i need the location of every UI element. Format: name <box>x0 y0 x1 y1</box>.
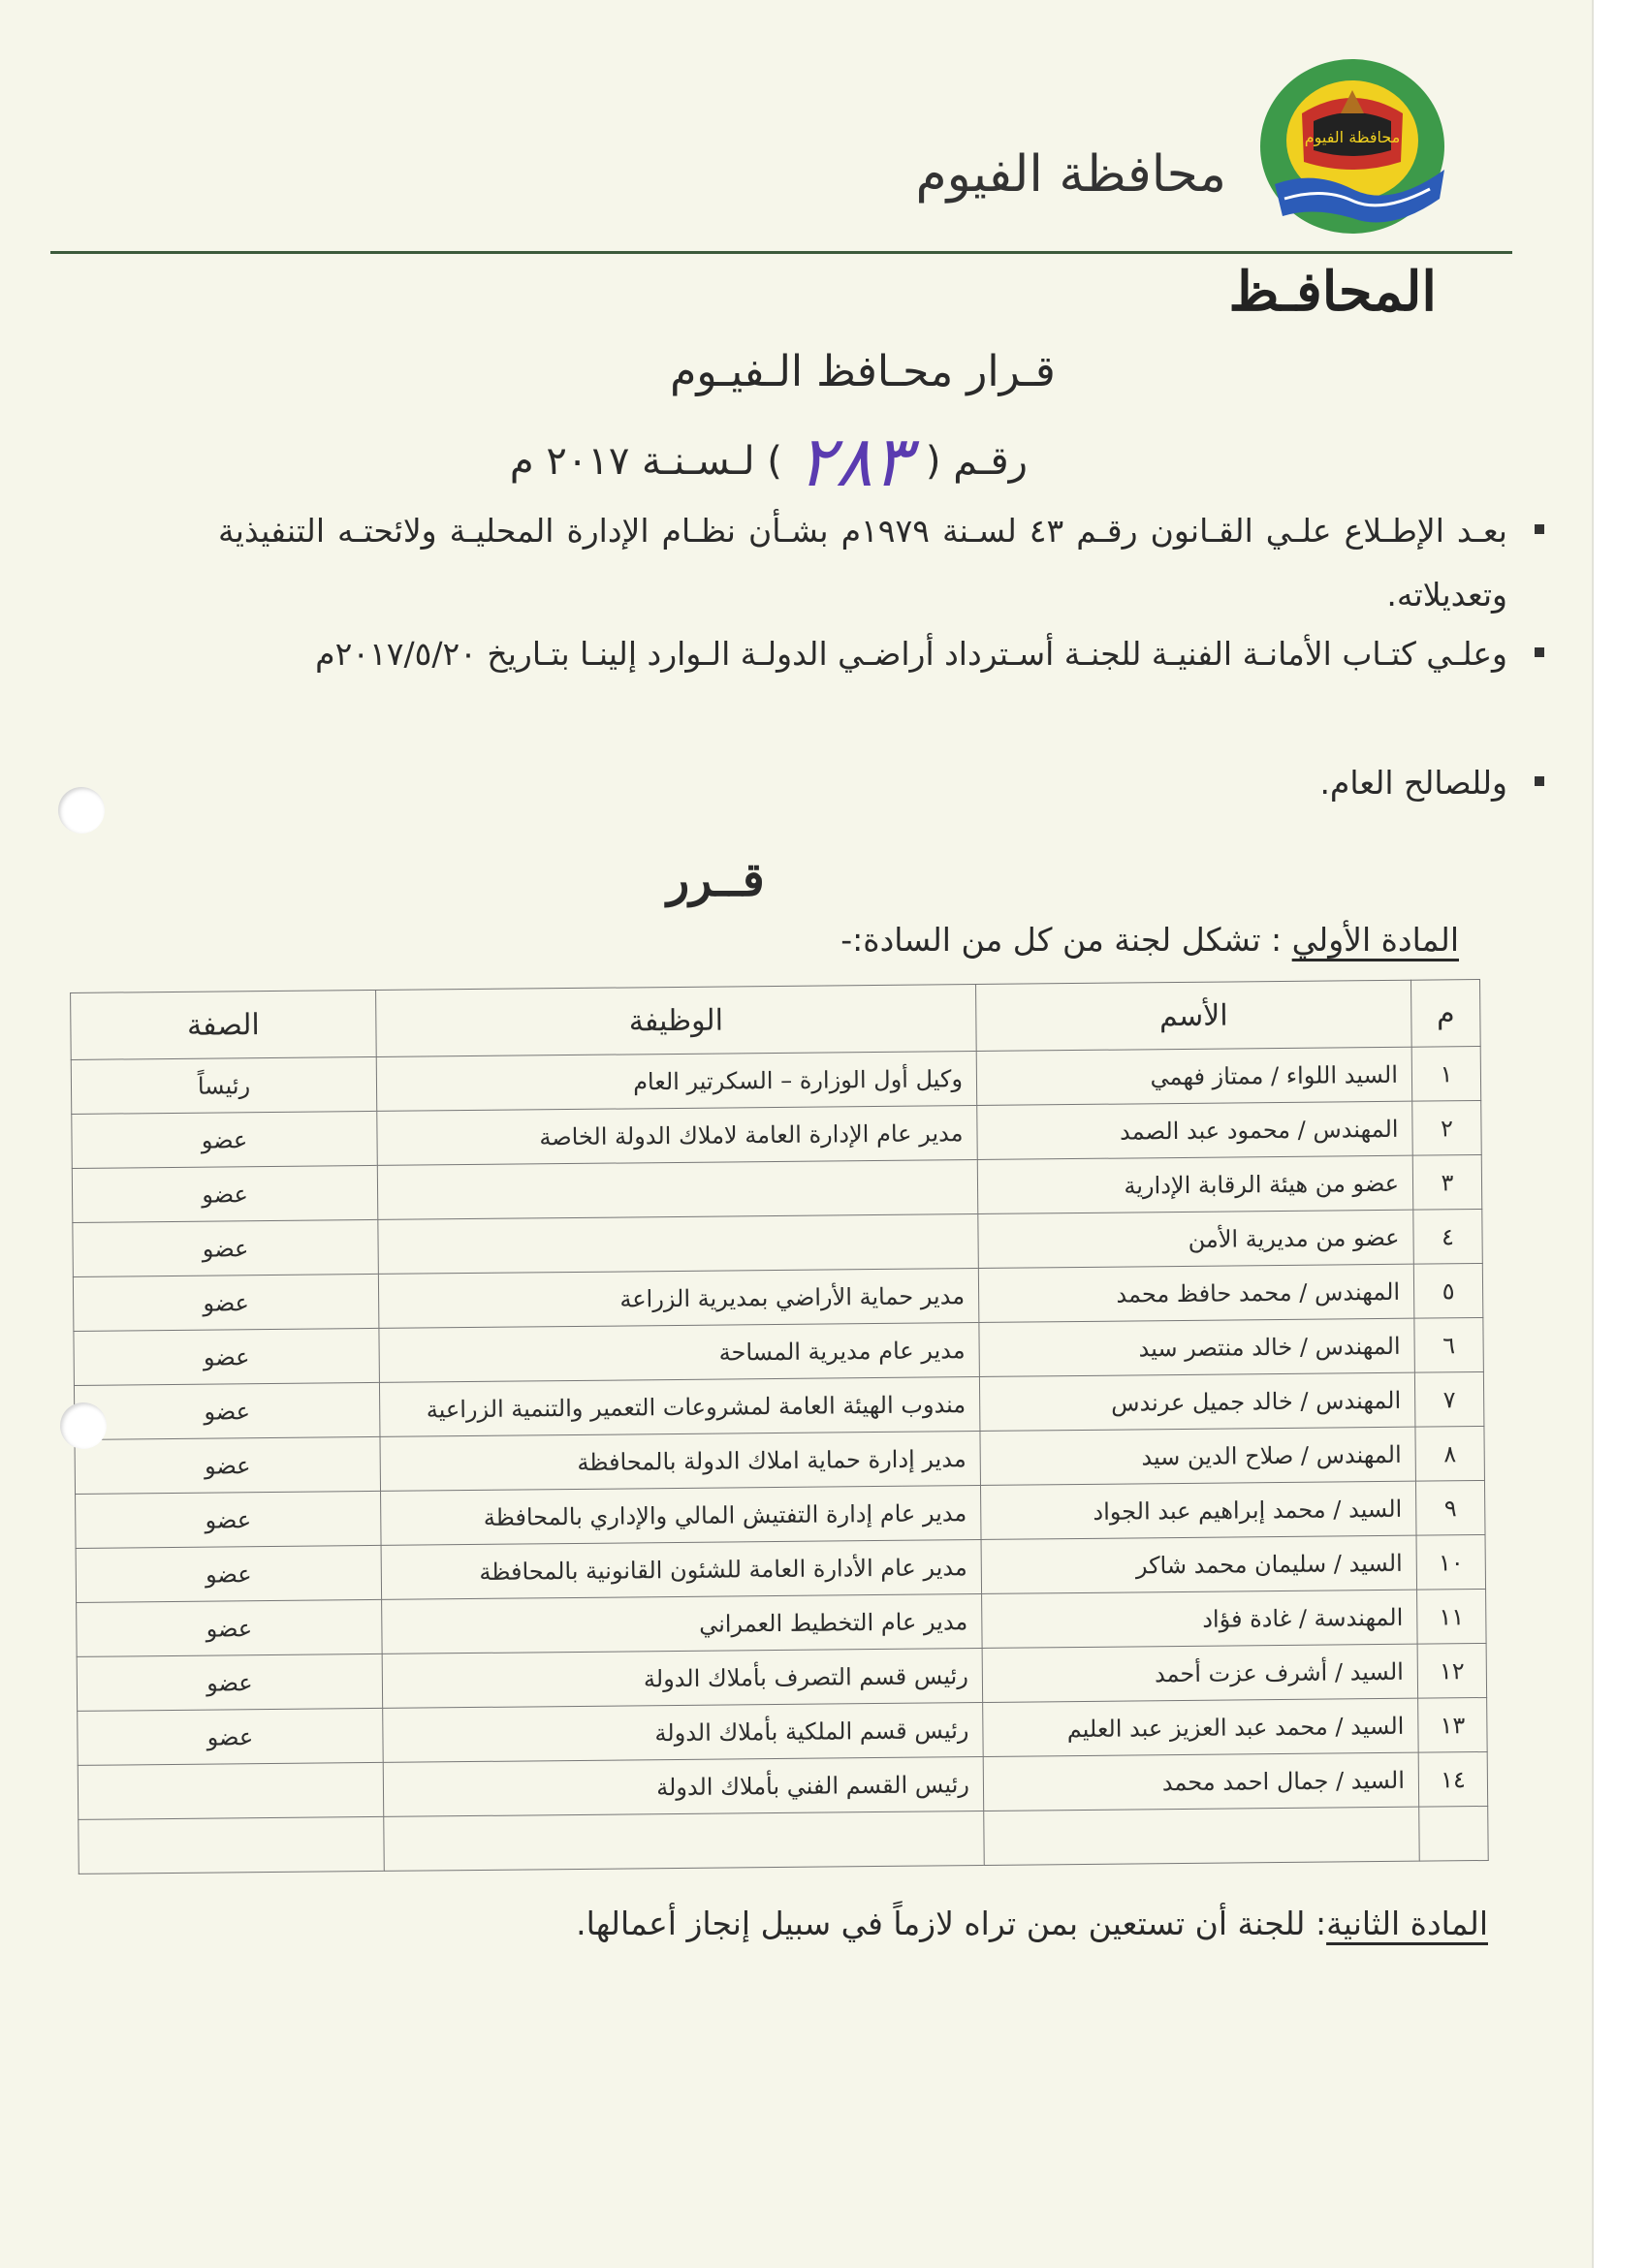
logo-text: محافظة الفيوم <box>1304 128 1401 146</box>
article-two-label: المادة الثانية <box>1326 1905 1488 1942</box>
row-number: ٥ <box>1413 1263 1483 1318</box>
member-job: رئيس القسم الفني بأملاك الدولة <box>383 1756 984 1816</box>
decision-title: قـرار محـافظ الـفيـوم <box>670 347 1056 396</box>
member-job: مدير عام التخطيط العمراني <box>382 1593 983 1654</box>
member-role: عضو <box>74 1328 380 1385</box>
punch-hole <box>60 1402 107 1449</box>
member-job: مدير إدارة حماية املاك الدولة بالمحافظة <box>380 1431 981 1491</box>
member-name: السيد / جمال احمد محمد <box>983 1752 1419 1811</box>
header-name: الأسم <box>976 980 1412 1051</box>
member-name: السيد / محمد عبد العزيز عبد العليم <box>983 1698 1419 1756</box>
office-title: المحافـظ <box>1228 260 1437 324</box>
governorate-name: محافظة الفيوم <box>915 145 1226 204</box>
member-job: مدير عام إدارة التفتيش المالي والإداري بالمحافظة <box>381 1485 982 1545</box>
member-role: عضو <box>77 1599 383 1656</box>
row-number: ١٠ <box>1416 1534 1486 1590</box>
member-role <box>78 1762 384 1819</box>
member-job: مدير عام الإدارة العامة لاملاك الدولة الخاصة <box>377 1105 978 1165</box>
row-number: ١٣ <box>1418 1697 1488 1752</box>
punch-hole <box>58 787 105 834</box>
row-number: ١٢ <box>1417 1643 1487 1698</box>
member-job: رئيس قسم التصرف بأملاك الدولة <box>382 1648 983 1708</box>
member-role: عضو <box>76 1545 382 1602</box>
empty-cell <box>984 1807 1420 1865</box>
handwritten-number: ٢٨٣ <box>797 421 910 502</box>
member-job: مدير حماية الأراضي بمديرية الزراعة <box>378 1268 979 1328</box>
governorate-logo <box>1255 53 1449 237</box>
row-number: ٣ <box>1412 1154 1482 1210</box>
member-name: المهندس / خالد جميل عرندس <box>979 1372 1415 1431</box>
member-name: عضو من هيئة الرقابة الإدارية <box>977 1155 1413 1213</box>
article-one <box>840 921 1459 959</box>
bullet-icon <box>1535 524 1544 534</box>
number-suffix: ) لـسـنـة ٢٠١٧ م <box>509 439 782 484</box>
decision-number-line <box>509 421 1028 502</box>
member-name: المهندس / خالد منتصر سيد <box>979 1318 1415 1376</box>
member-job: مدير عام الأدارة العامة للشئون القانونية بالمحافظة <box>381 1539 982 1599</box>
member-name: المهندس / صلاح الدين سيد <box>980 1427 1416 1485</box>
member-role: عضو <box>75 1436 381 1494</box>
header-job: الوظيفة <box>376 984 977 1056</box>
member-name: المهندس / محمد حافظ محمد <box>978 1264 1414 1322</box>
header-num: م <box>1411 980 1481 1048</box>
row-number: ١١ <box>1417 1589 1487 1644</box>
empty-cell <box>1419 1806 1489 1861</box>
decide-heading: قــرر <box>667 853 765 907</box>
member-job: وكيل أول الوزارة – السكرتير العام <box>376 1051 977 1111</box>
article-two-text: : للجنة أن تستعين بمن تراه لازماً في سبيل إنجاز أعمالها. <box>576 1905 1327 1942</box>
empty-cell <box>79 1816 385 1874</box>
article-one-label: المادة الأولي <box>1291 921 1459 959</box>
article-two <box>576 1905 1488 1942</box>
member-role: عضو <box>76 1491 382 1548</box>
header-role: الصفة <box>71 990 377 1059</box>
member-role: عضو <box>78 1708 384 1765</box>
row-number: ٤ <box>1413 1209 1483 1264</box>
row-number: ١٤ <box>1418 1751 1488 1807</box>
preamble-item <box>218 499 1507 627</box>
member-role: عضو <box>73 1219 379 1276</box>
member-name: السيد / محمد إبراهيم عبد الجواد <box>980 1481 1416 1539</box>
committee-table-wrapper <box>70 979 1489 1874</box>
row-number: ٧ <box>1414 1371 1484 1427</box>
empty-cell <box>384 1811 985 1871</box>
bullet-icon <box>1535 647 1544 657</box>
row-number: ٩ <box>1415 1480 1485 1535</box>
page-edge <box>1592 0 1648 2268</box>
preamble-item <box>218 622 1507 686</box>
member-name: المهندسة / غادة فؤاد <box>982 1590 1418 1648</box>
header-rule <box>50 251 1512 254</box>
row-number: ٨ <box>1415 1426 1485 1481</box>
member-role: عضو <box>77 1654 383 1711</box>
preamble-item <box>218 751 1507 815</box>
committee-table <box>70 979 1489 1874</box>
member-name: السيد / سليمان محمد شاكر <box>981 1535 1417 1593</box>
preamble-text: وعلـي كتـاب الأمانـة الفنيـة للجنـة أسـترداد أراضـي الدولـة الـوارد إلينـا بتـاريخ ٢٠١٧/٥/٢٠م <box>315 635 1507 673</box>
member-job <box>377 1159 978 1219</box>
row-number: ٦ <box>1414 1317 1484 1372</box>
row-number: ٢ <box>1412 1100 1482 1155</box>
member-job <box>378 1213 979 1274</box>
member-job: رئيس قسم الملكية بأملاك الدولة <box>383 1702 984 1762</box>
preamble-text: بعـد الإطـلاع علـي القـانون رقـم ٤٣ لسـنة ١٩٧٩م بشـأن نظـام الإدارة المحليـة ولائحتـه التنفيذية وتعديلاته. <box>218 512 1507 614</box>
member-role: عضو <box>73 1274 379 1331</box>
member-role: عضو <box>74 1382 380 1439</box>
member-role: عضو <box>72 1111 378 1168</box>
member-job: مندوب الهيئة العامة لمشروعات التعمير والتنمية الزراعية <box>379 1376 980 1436</box>
article-one-text: : تشكل لجنة من كل من السادة:- <box>840 921 1292 959</box>
member-name: السيد / أشرف عزت أحمد <box>982 1644 1418 1702</box>
row-number: ١ <box>1411 1047 1481 1102</box>
member-name: المهندس / محمود عبد الصمد <box>977 1101 1413 1159</box>
member-role: عضو <box>72 1165 378 1222</box>
member-name: عضو من مديرية الأمن <box>978 1210 1414 1268</box>
member-role: رئيساً <box>71 1056 377 1114</box>
bullet-icon <box>1535 776 1544 786</box>
preamble-text: وللصالح العام. <box>1319 764 1507 802</box>
member-job: مدير عام مديرية المساحة <box>379 1322 980 1382</box>
number-prefix: رقـم ( <box>925 439 1028 484</box>
member-name: السيد اللواء / ممتاز فهمي <box>976 1047 1412 1105</box>
